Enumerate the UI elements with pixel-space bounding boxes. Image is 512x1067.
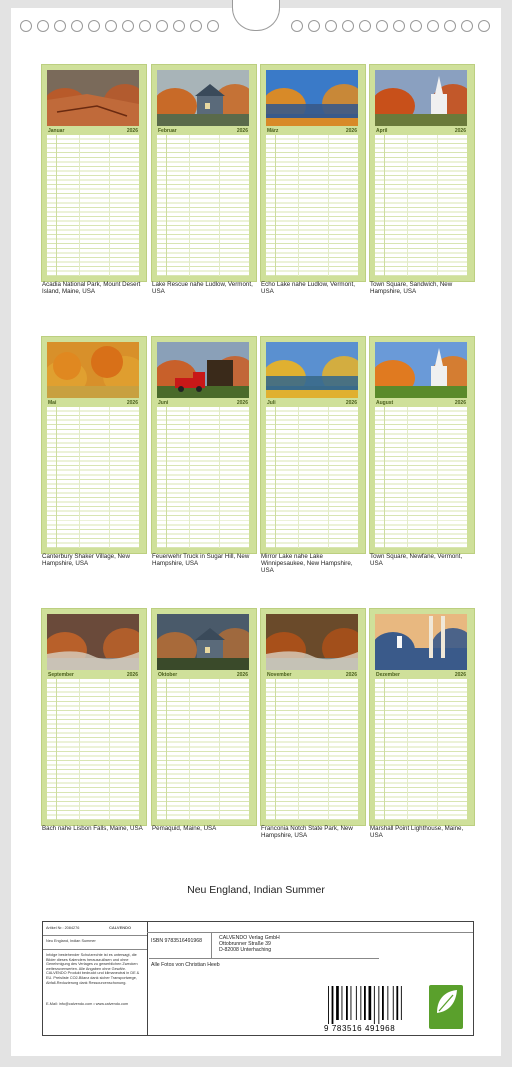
month-header bbox=[47, 399, 139, 407]
binding-hole bbox=[139, 20, 151, 32]
binding-hole bbox=[461, 20, 473, 32]
month-photo bbox=[266, 70, 358, 126]
month-year: 2026 bbox=[236, 400, 248, 406]
month-name: März bbox=[267, 128, 279, 134]
month-block bbox=[369, 336, 475, 554]
eco-badge bbox=[429, 985, 487, 1029]
binding-hole bbox=[291, 20, 303, 32]
photo-caption: Pemaquid, Maine, USA bbox=[152, 825, 217, 832]
day-grid bbox=[157, 679, 249, 820]
month-block bbox=[41, 608, 147, 826]
binding-hole bbox=[20, 20, 32, 32]
binding-hole bbox=[88, 20, 100, 32]
month-block bbox=[369, 64, 475, 282]
barcode-number: 9 783516 491968 bbox=[324, 1024, 396, 1033]
leaf-icon bbox=[429, 985, 463, 1019]
month-header bbox=[266, 671, 358, 679]
month-block bbox=[151, 608, 257, 826]
month-photo bbox=[266, 614, 358, 670]
day-grid bbox=[157, 407, 249, 548]
month-photo bbox=[157, 70, 249, 126]
calendar-title: Neu England, Indian Summer bbox=[187, 884, 325, 896]
binding-hole bbox=[308, 20, 320, 32]
month-header bbox=[375, 127, 467, 135]
month-year: 2026 bbox=[126, 128, 138, 134]
month-name: April bbox=[376, 128, 388, 134]
month-photo bbox=[47, 614, 139, 670]
month-block bbox=[151, 336, 257, 554]
month-name: November bbox=[267, 672, 292, 678]
month-block bbox=[41, 336, 147, 554]
month-block bbox=[260, 64, 366, 282]
month-photo bbox=[157, 342, 249, 398]
binding-hole bbox=[190, 20, 202, 32]
eco-label: eco bbox=[473, 1019, 487, 1026]
info-left-panel bbox=[43, 922, 148, 1035]
month-block bbox=[151, 64, 257, 282]
month-year: 2026 bbox=[345, 128, 357, 134]
month-year: 2026 bbox=[236, 128, 248, 134]
photo-caption: Franconia Notch State Park, New Hampshire, USA bbox=[261, 825, 353, 839]
photo-caption: Town Square, Newfane, Vermont, USA bbox=[370, 553, 463, 567]
month-header bbox=[375, 671, 467, 679]
binding-hole bbox=[410, 20, 422, 32]
day-grid bbox=[266, 135, 358, 276]
month-name: Oktober bbox=[158, 672, 178, 678]
photo-caption: Lake Rescue nahe Ludlow, Vermont, USA bbox=[152, 281, 253, 295]
calvendo-logo-small: CALVENDO bbox=[109, 925, 132, 930]
binding-hole bbox=[393, 20, 405, 32]
month-year: 2026 bbox=[454, 400, 466, 406]
month-header bbox=[157, 127, 249, 135]
day-grid bbox=[375, 135, 467, 276]
binding-hole bbox=[71, 20, 83, 32]
month-header bbox=[266, 127, 358, 135]
month-name: September bbox=[48, 672, 74, 678]
month-photo bbox=[266, 342, 358, 398]
month-header bbox=[157, 399, 249, 407]
photo-caption: Feuerwehr Truck in Sugar Hill, New Hampshire, USA bbox=[152, 553, 250, 567]
calendar-page bbox=[11, 8, 501, 1056]
month-photo bbox=[375, 70, 467, 126]
publisher-city: D-82008 Unterhaching bbox=[219, 947, 272, 953]
month-block bbox=[369, 608, 475, 826]
isbn-text: ISBN 9783516491968 bbox=[151, 938, 203, 944]
binding-hole bbox=[376, 20, 388, 32]
day-grid bbox=[47, 135, 139, 276]
photo-caption: Acadia National Park, Mount Desert Island, Maine, USA bbox=[42, 281, 141, 295]
month-photo bbox=[47, 70, 139, 126]
month-year: 2026 bbox=[236, 672, 248, 678]
month-photo bbox=[47, 342, 139, 398]
month-year: 2026 bbox=[345, 400, 357, 406]
month-photo bbox=[375, 342, 467, 398]
binding-hole bbox=[54, 20, 66, 32]
binding-hole bbox=[122, 20, 134, 32]
product-title-small: Neu England, Indian Summer bbox=[46, 939, 96, 943]
month-block bbox=[260, 608, 366, 826]
month-photo bbox=[157, 614, 249, 670]
month-year: 2026 bbox=[126, 400, 138, 406]
month-header bbox=[375, 399, 467, 407]
day-grid bbox=[47, 407, 139, 548]
month-header bbox=[47, 671, 139, 679]
photo-credit: Alle Fotos von Christian Heeb bbox=[151, 962, 220, 968]
month-name: Mai bbox=[48, 400, 57, 406]
month-header bbox=[47, 127, 139, 135]
month-year: 2026 bbox=[345, 672, 357, 678]
month-header bbox=[157, 671, 249, 679]
day-grid bbox=[157, 135, 249, 276]
publisher-name: CALVENDO Verlag GmbH bbox=[219, 935, 280, 941]
month-year: 2026 bbox=[454, 128, 466, 134]
day-grid bbox=[266, 679, 358, 820]
binding-hole bbox=[478, 20, 490, 32]
month-name: Juli bbox=[267, 400, 276, 406]
binding-hole bbox=[359, 20, 371, 32]
photo-caption: Echo Lake nahe Ludlow, Vermont, USA bbox=[261, 281, 355, 295]
photo-caption: Mirror Lake nahe Lake Winnipesaukee, New Hampshire, USA bbox=[261, 553, 353, 574]
month-block bbox=[41, 64, 147, 282]
binding-hole bbox=[173, 20, 185, 32]
month-year: 2026 bbox=[454, 672, 466, 678]
month-photo bbox=[375, 614, 467, 670]
binding-hole bbox=[37, 20, 49, 32]
day-grid bbox=[375, 407, 467, 548]
binding-hole bbox=[207, 20, 219, 32]
binding-hole bbox=[342, 20, 354, 32]
product-info-box bbox=[42, 921, 487, 1036]
binding-hole bbox=[105, 20, 117, 32]
month-name: Februar bbox=[158, 128, 177, 134]
month-year: 2026 bbox=[126, 672, 138, 678]
month-name: Januar bbox=[48, 128, 65, 134]
day-grid bbox=[375, 679, 467, 820]
binding-hole bbox=[444, 20, 456, 32]
month-header bbox=[266, 399, 358, 407]
day-grid bbox=[266, 407, 358, 548]
photo-caption: Canterbury Shaker Village, New Hampshire, USA bbox=[42, 553, 130, 567]
binding-hole bbox=[427, 20, 439, 32]
photo-caption: Marshall Point Lighthouse, Maine, USA bbox=[370, 825, 464, 839]
photo-caption: Bach nahe Lisbon Falls, Maine, USA bbox=[42, 825, 143, 832]
article-number: Artikel Nr.: 2084276 bbox=[46, 926, 80, 930]
publisher-street: Ottobrunner Straße 39 bbox=[219, 941, 271, 947]
binding-hole bbox=[325, 20, 337, 32]
disclaimer-text: Infolge bestehender Schutzrechte ist es untersagt, die Bilder dieses Kalenders herauszulösen und ohne Genehmigung des Verlages zu gewerblichen Zwecken weiterzuverwerten. Alle Angaben ohne Gewähr. CALVENDO Produkt bedruckt und klimaneutral in DE & EU. Preisliste CO2-Bilanz dank sicher Transportwege, Abfall-Reduzierung dank Ressourcenschonung. bbox=[46, 953, 140, 985]
contact-email: E-Mail: info@calvendo.com • www.calvendo.com bbox=[46, 1002, 129, 1006]
barcode-graphic bbox=[326, 986, 406, 1024]
photo-caption: Town Square, Sandwich, New Hampshire, USA bbox=[370, 281, 453, 295]
binding-hole bbox=[156, 20, 168, 32]
month-name: Juni bbox=[158, 400, 169, 406]
month-name: Dezember bbox=[376, 672, 400, 678]
month-block bbox=[260, 336, 366, 554]
day-grid bbox=[47, 679, 139, 820]
month-name: August bbox=[376, 400, 394, 406]
